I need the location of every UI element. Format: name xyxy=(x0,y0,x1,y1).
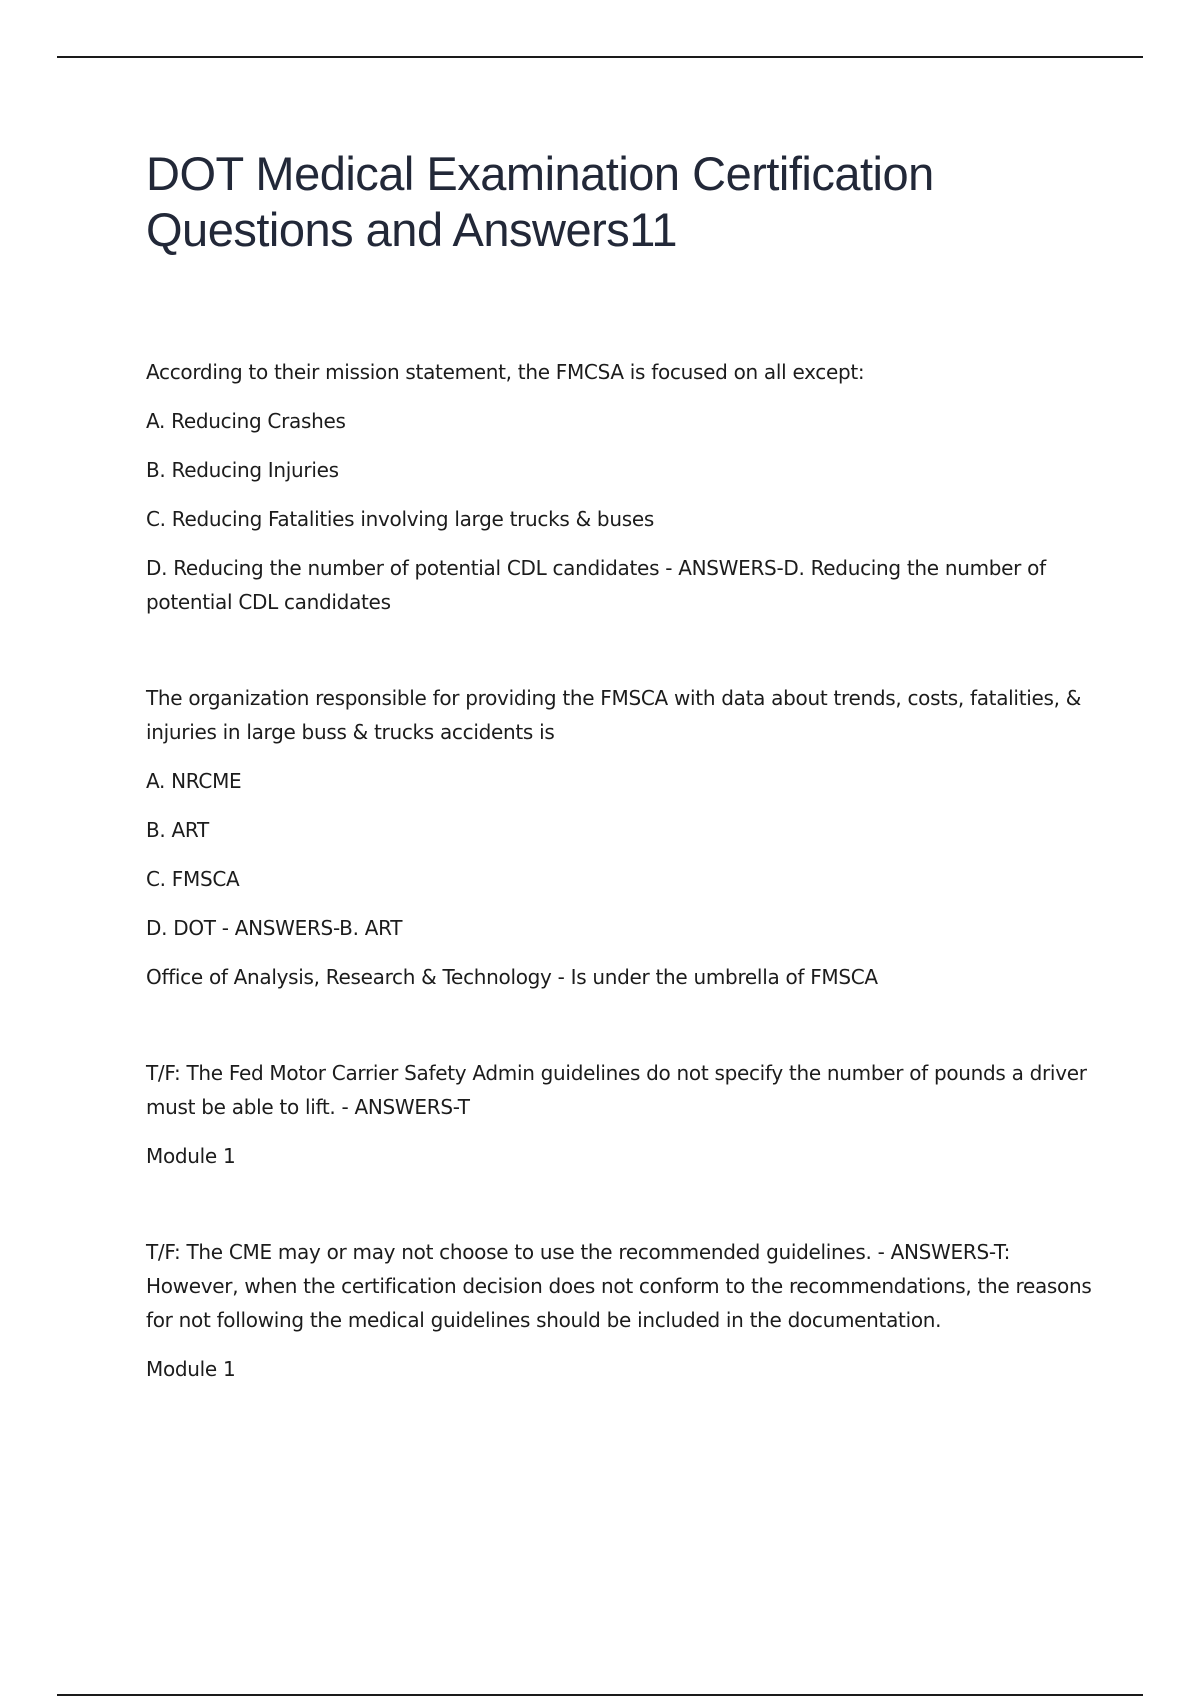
answer-option-a: A. Reducing Crashes xyxy=(146,409,346,433)
page-title xyxy=(146,146,1106,258)
question-block-3 xyxy=(146,1056,1106,1173)
question-text: T/F: The CME may or may not choose to use the recommended guidelines. - ANSWERS-T: However, when the certification decision does not conform to the recommendations, the reasons for not following the medical guidelines should be included in the documentation. xyxy=(146,1240,1092,1332)
document-body xyxy=(146,355,1106,1401)
title-line-2: Questions and Answers11 xyxy=(146,203,678,256)
question-block-2 xyxy=(146,681,1106,994)
question-block-4 xyxy=(146,1235,1106,1386)
module-label: Module 1 xyxy=(146,1144,236,1168)
answer-option-c: C. FMSCA xyxy=(146,867,240,891)
answer-option-d: D. Reducing the number of potential CDL candidates - ANSWERS-D. Reducing the number of potential CDL candidates xyxy=(146,556,1046,614)
answer-option-c: C. Reducing Fatalities involving large trucks & buses xyxy=(146,507,654,531)
module-label: Module 1 xyxy=(146,1357,236,1381)
answer-option-b: B. ART xyxy=(146,818,209,842)
answer-option-a: A. NRCME xyxy=(146,769,242,793)
question-text: The organization responsible for providing the FMSCA with data about trends, costs, fatalities, & injuries in large buss & trucks accidents is xyxy=(146,686,1082,744)
answer-note: Office of Analysis, Research & Technology - Is under the umbrella of FMSCA xyxy=(146,965,878,989)
answer-option-d: D. DOT - ANSWERS-B. ART xyxy=(146,916,403,940)
question-text: T/F: The Fed Motor Carrier Safety Admin guidelines do not specify the number of pounds a driver must be able to lift. - ANSWERS-T xyxy=(146,1061,1087,1119)
question-block-1 xyxy=(146,355,1106,619)
question-text: According to their mission statement, the FMCSA is focused on all except: xyxy=(146,360,865,384)
answer-option-b: B. Reducing Injuries xyxy=(146,458,339,482)
bottom-divider xyxy=(57,1694,1143,1696)
title-line-1: DOT Medical Examination Certification xyxy=(146,147,934,200)
top-divider xyxy=(57,56,1143,58)
